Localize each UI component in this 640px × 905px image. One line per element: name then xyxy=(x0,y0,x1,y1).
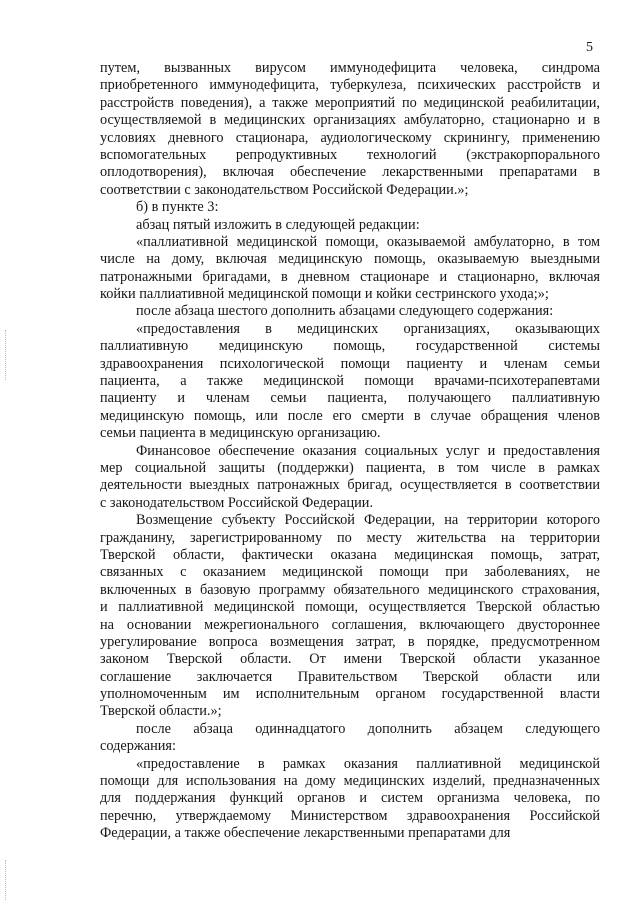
text-line: Возмещение субъекту Российской Федерации, на территории которого xyxy=(136,512,600,529)
text-line: Тверской области.»; xyxy=(100,703,222,720)
text-line: перечню, утверждаемому Министерством здравоохранения Российской xyxy=(100,807,600,824)
paragraph xyxy=(100,721,600,756)
page-number: 5 xyxy=(586,40,593,55)
text-line: помощи для использования на дому медицинских изделий, предназначенных xyxy=(100,773,600,790)
paragraph xyxy=(100,217,600,234)
text-line: койки паллиативной медицинской помощи и койки сестринского ухода;»; xyxy=(100,286,549,303)
text-line: уполномоченным им исполнительным органом государственной власти xyxy=(100,686,600,703)
paragraph xyxy=(100,443,600,513)
text-line: включенных в базовую программу обязательного медицинского страхования, xyxy=(100,581,600,598)
paragraph xyxy=(100,60,600,199)
text-line: законом Тверской области. От имени Тверской области указанное xyxy=(100,651,600,668)
text-line: «предоставление в рамках оказания паллиативной медицинской xyxy=(136,755,600,772)
text-line: условиях дневного стационара, аудиологическому скринингу, применению xyxy=(100,129,600,146)
text-line: Финансовое обеспечение оказания социальных услуг и предоставления xyxy=(136,442,600,459)
text-line: вспомогательных репродуктивных технологий (экстракорпорального xyxy=(100,146,600,163)
text-line: урегулирование вопроса возмещения затрат, в порядке, предусмотренном xyxy=(100,633,600,650)
text-line: оплодотворения), включая обеспечение лекарственными препаратами в xyxy=(100,164,600,181)
text-line: для поддержания функций органов и систем организма человека, по xyxy=(100,790,600,807)
text-line: после абзаца одиннадцатого дополнить абзацем следующего xyxy=(136,720,600,737)
text-line: содержания: xyxy=(100,738,176,755)
paragraph xyxy=(100,303,600,320)
text-line: с законодательством Российской Федерации. xyxy=(100,494,374,511)
text-line: и паллиативной медицинской помощи, осуществляется Тверской областью xyxy=(100,599,600,616)
text-line: Федерации, а также обеспечение лекарственными препаратами для xyxy=(100,825,511,842)
text-line: расстройств поведения), а также мероприятий по медицинской реабилитации, xyxy=(100,94,600,111)
text-line: связанных с оказанием медицинской помощи при заболеваниях, не xyxy=(100,564,600,581)
text-line: Тверской области, фактически оказана медицинская помощь, затрат, xyxy=(100,546,600,563)
paragraph xyxy=(100,321,600,443)
text-line: гражданину, зарегистрированному по месту жительства на территории xyxy=(100,529,600,546)
document-body xyxy=(100,60,600,843)
text-line: приобретенного иммунодефицита, туберкулеза, психических расстройств и xyxy=(100,77,600,94)
text-line: медицинскую помощь, или после его смерти в случае обращения членов xyxy=(100,407,600,424)
text-line: на основании межрегионального соглашения, включающего двустороннее xyxy=(100,616,600,633)
text-line: после абзаца шестого дополнить абзацами следующего содержания: xyxy=(136,303,554,320)
paragraph xyxy=(100,199,600,216)
text-line: «паллиативной медицинской помощи, оказываемой амбулаторно, в том xyxy=(136,233,600,250)
text-line: путем, вызванных вирусом иммунодефицита человека, синдрома xyxy=(100,60,600,76)
text-line: «предоставления в медицинских организациях, оказывающих xyxy=(136,320,600,337)
text-line: абзац пятый изложить в следующей редакции: xyxy=(136,216,420,233)
text-line: семьи пациента в медицинскую организацию. xyxy=(100,425,381,442)
text-line: осуществляемой в медицинских организациях амбулаторно, стационарно и в xyxy=(100,112,600,129)
text-line: числе на дому, включая медицинскую помощь, оказываемую выездными xyxy=(100,251,600,268)
paragraph xyxy=(100,512,600,721)
text-line: деятельности выездных патронажных бригад, осуществляется в соответствии xyxy=(100,477,600,494)
text-line: б) в пункте 3: xyxy=(136,199,219,216)
binding-margin-mark xyxy=(5,330,7,380)
paragraph xyxy=(100,756,600,843)
text-line: паллиативную медицинскую помощь, государственной системы xyxy=(100,338,600,355)
text-line: здравоохранения психологической помощи пациенту и членам семьи xyxy=(100,355,600,372)
binding-margin-mark xyxy=(5,860,7,900)
text-line: пациенту и членам семьи пациента, получающего паллиативную xyxy=(100,390,600,407)
text-line: патронажными бригадами, в дневном стационаре и стационарно, включая xyxy=(100,268,600,285)
text-line: мер социальной защиты (поддержки) пациента, в том числе в рамках xyxy=(100,459,600,476)
paragraph xyxy=(100,234,600,304)
text-line: пациента, а также медицинской помощи врачами-психотерапевтами xyxy=(100,373,600,390)
text-line: соответствии с законодательством Российской Федерации.»; xyxy=(100,181,469,198)
text-line: соглашение заключается Правительством Тверской области или xyxy=(100,668,600,685)
